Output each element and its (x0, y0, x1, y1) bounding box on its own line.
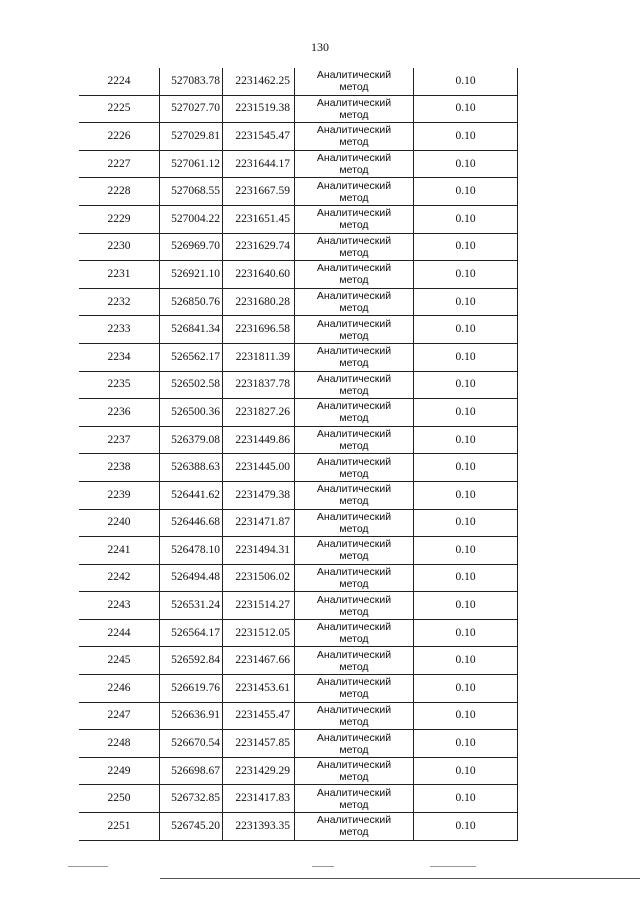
point-number-cell: 2237 (79, 426, 160, 454)
table-row (79, 564, 518, 592)
method-line-1: Аналитический (316, 124, 392, 137)
x-coordinate-cell: 526494.48 (160, 564, 223, 592)
table-row (79, 261, 518, 289)
accuracy-cell: 0.10 (414, 205, 518, 233)
x-coordinate-cell: 526592.84 (160, 647, 223, 675)
method-line-1: Аналитический (316, 759, 392, 772)
method-line-1: Аналитический (316, 372, 392, 385)
accuracy-cell: 0.10 (414, 564, 518, 592)
x-coordinate-cell: 526732.85 (160, 785, 223, 813)
method-line-1: Аналитический (316, 317, 392, 330)
method-line-2: метод (339, 302, 369, 315)
x-coordinate-cell: 527068.55 (160, 178, 223, 206)
accuracy-cell: 0.10 (414, 150, 518, 178)
x-coordinate-cell: 527027.70 (160, 95, 223, 123)
accuracy-cell: 0.10 (414, 426, 518, 454)
point-number-cell: 2228 (79, 178, 160, 206)
method-line-2: метод (339, 798, 369, 811)
table-row (79, 178, 518, 206)
point-number-cell: 2243 (79, 592, 160, 620)
y-coordinate-cell: 2231449.86 (223, 426, 295, 454)
y-coordinate-cell: 2231393.35 (223, 813, 295, 841)
accuracy-cell: 0.10 (414, 785, 518, 813)
table-row (79, 675, 518, 703)
x-coordinate-cell: 527004.22 (160, 205, 223, 233)
accuracy-cell: 0.10 (414, 178, 518, 206)
table-row (79, 95, 518, 123)
table-row (79, 702, 518, 730)
method-line-2: метод (339, 246, 369, 259)
y-coordinate-cell: 2231457.85 (223, 730, 295, 758)
point-number-cell: 2241 (79, 537, 160, 565)
point-number-cell: 2232 (79, 288, 160, 316)
table-row (79, 813, 518, 841)
point-number-cell: 2234 (79, 343, 160, 371)
table-row (79, 316, 518, 344)
x-coordinate-cell: 526670.54 (160, 730, 223, 758)
table-row (79, 619, 518, 647)
accuracy-cell: 0.10 (414, 730, 518, 758)
method-line-2: метод (339, 633, 369, 646)
x-coordinate-cell: 526446.68 (160, 509, 223, 537)
point-number-cell: 2250 (79, 785, 160, 813)
x-coordinate-cell: 526698.67 (160, 757, 223, 785)
method-cell (295, 454, 414, 482)
y-coordinate-cell: 2231644.17 (223, 150, 295, 178)
scan-speck (312, 866, 334, 867)
y-coordinate-cell: 2231479.38 (223, 481, 295, 509)
point-number-cell: 2245 (79, 647, 160, 675)
x-coordinate-cell: 527029.81 (160, 123, 223, 151)
x-coordinate-cell: 526478.10 (160, 537, 223, 565)
point-number-cell: 2242 (79, 564, 160, 592)
x-coordinate-cell: 526562.17 (160, 343, 223, 371)
y-coordinate-cell: 2231429.29 (223, 757, 295, 785)
method-line-1: Аналитический (316, 262, 392, 275)
method-line-1: Аналитический (316, 400, 392, 413)
method-cell (295, 647, 414, 675)
table-row (79, 426, 518, 454)
method-cell (295, 675, 414, 703)
method-line-1: Аналитический (316, 428, 392, 441)
method-cell (295, 399, 414, 427)
table-row (79, 68, 518, 95)
point-number-cell: 2249 (79, 757, 160, 785)
table-row (79, 481, 518, 509)
table-row (79, 730, 518, 758)
method-cell (295, 785, 414, 813)
x-coordinate-cell: 526619.76 (160, 675, 223, 703)
point-number-cell: 2230 (79, 233, 160, 261)
x-coordinate-cell: 526850.76 (160, 288, 223, 316)
accuracy-cell: 0.10 (414, 481, 518, 509)
y-coordinate-cell: 2231680.28 (223, 288, 295, 316)
table-row (79, 537, 518, 565)
accuracy-cell: 0.10 (414, 316, 518, 344)
method-line-1: Аналитический (316, 455, 392, 468)
point-number-cell: 2233 (79, 316, 160, 344)
method-line-1: Аналитический (316, 96, 392, 109)
method-line-2: метод (339, 522, 369, 535)
y-coordinate-cell: 2231453.61 (223, 675, 295, 703)
method-cell (295, 68, 414, 95)
table-row (79, 592, 518, 620)
method-cell (295, 813, 414, 841)
point-number-cell: 2248 (79, 730, 160, 758)
y-coordinate-cell: 2231837.78 (223, 371, 295, 399)
accuracy-cell: 0.10 (414, 399, 518, 427)
x-coordinate-cell: 526502.58 (160, 371, 223, 399)
accuracy-cell: 0.10 (414, 702, 518, 730)
method-line-2: метод (339, 495, 369, 508)
method-line-2: метод (339, 136, 369, 149)
x-coordinate-cell: 526379.08 (160, 426, 223, 454)
accuracy-cell: 0.10 (414, 813, 518, 841)
y-coordinate-cell: 2231667.59 (223, 178, 295, 206)
method-cell (295, 730, 414, 758)
method-line-1: Аналитический (316, 207, 392, 220)
method-line-1: Аналитический (316, 290, 392, 303)
x-coordinate-cell: 526841.34 (160, 316, 223, 344)
method-line-2: метод (339, 384, 369, 397)
x-coordinate-cell: 527083.78 (160, 68, 223, 95)
y-coordinate-cell: 2231467.66 (223, 647, 295, 675)
y-coordinate-cell: 2231811.39 (223, 343, 295, 371)
method-line-1: Аналитический (316, 593, 392, 606)
y-coordinate-cell: 2231512.05 (223, 619, 295, 647)
y-coordinate-cell: 2231629.74 (223, 233, 295, 261)
method-cell (295, 261, 414, 289)
table-row (79, 647, 518, 675)
x-coordinate-cell: 526500.36 (160, 399, 223, 427)
method-cell (295, 150, 414, 178)
point-number-cell: 2238 (79, 454, 160, 482)
accuracy-cell: 0.10 (414, 68, 518, 95)
method-cell (295, 288, 414, 316)
method-line-1: Аналитический (316, 179, 392, 192)
table-row (79, 399, 518, 427)
point-number-cell: 2231 (79, 261, 160, 289)
method-line-2: метод (339, 81, 369, 94)
y-coordinate-cell: 2231494.31 (223, 537, 295, 565)
x-coordinate-cell: 526921.10 (160, 261, 223, 289)
y-coordinate-cell: 2231696.58 (223, 316, 295, 344)
method-line-2: метод (339, 412, 369, 425)
accuracy-cell: 0.10 (414, 647, 518, 675)
accuracy-cell: 0.10 (414, 619, 518, 647)
accuracy-cell: 0.10 (414, 371, 518, 399)
point-number-cell: 2240 (79, 509, 160, 537)
method-cell (295, 233, 414, 261)
method-line-1: Аналитический (316, 814, 392, 827)
table-row (79, 343, 518, 371)
accuracy-cell: 0.10 (414, 509, 518, 537)
method-cell (295, 481, 414, 509)
method-line-1: Аналитический (316, 648, 392, 661)
y-coordinate-cell: 2231519.38 (223, 95, 295, 123)
point-number-cell: 2226 (79, 123, 160, 151)
table-row (79, 757, 518, 785)
method-line-2: метод (339, 329, 369, 342)
x-coordinate-cell: 526441.62 (160, 481, 223, 509)
x-coordinate-cell: 526388.63 (160, 454, 223, 482)
y-coordinate-cell: 2231506.02 (223, 564, 295, 592)
x-coordinate-cell: 527061.12 (160, 150, 223, 178)
y-coordinate-cell: 2231445.00 (223, 454, 295, 482)
method-line-1: Аналитический (316, 731, 392, 744)
method-cell (295, 316, 414, 344)
point-number-cell: 2251 (79, 813, 160, 841)
point-number-cell: 2247 (79, 702, 160, 730)
y-coordinate-cell: 2231462.25 (223, 68, 295, 95)
point-number-cell: 2235 (79, 371, 160, 399)
accuracy-cell: 0.10 (414, 757, 518, 785)
method-line-2: метод (339, 577, 369, 590)
accuracy-cell: 0.10 (414, 454, 518, 482)
coordinates-table-body (79, 68, 518, 840)
y-coordinate-cell: 2231514.27 (223, 592, 295, 620)
method-line-2: метод (339, 550, 369, 563)
accuracy-cell: 0.10 (414, 95, 518, 123)
accuracy-cell: 0.10 (414, 123, 518, 151)
method-cell (295, 343, 414, 371)
method-line-2: метод (339, 108, 369, 121)
method-line-2: метод (339, 826, 369, 839)
method-line-1: Аналитический (316, 621, 392, 634)
point-number-cell: 2246 (79, 675, 160, 703)
point-number-cell: 2239 (79, 481, 160, 509)
method-cell (295, 178, 414, 206)
scan-speck (68, 866, 108, 867)
method-line-1: Аналитический (316, 786, 392, 799)
method-line-2: метод (339, 191, 369, 204)
page-number: 130 (311, 40, 329, 54)
method-line-2: метод (339, 164, 369, 177)
point-number-cell: 2227 (79, 150, 160, 178)
page-bottom-rule (160, 878, 640, 879)
method-cell (295, 371, 414, 399)
y-coordinate-cell: 2231455.47 (223, 702, 295, 730)
x-coordinate-cell: 526969.70 (160, 233, 223, 261)
method-cell (295, 95, 414, 123)
y-coordinate-cell: 2231640.60 (223, 261, 295, 289)
point-number-cell: 2229 (79, 205, 160, 233)
method-line-1: Аналитический (316, 676, 392, 689)
point-number-cell: 2225 (79, 95, 160, 123)
x-coordinate-cell: 526564.17 (160, 619, 223, 647)
x-coordinate-cell: 526636.91 (160, 702, 223, 730)
method-line-1: Аналитический (316, 565, 392, 578)
method-line-2: метод (339, 605, 369, 618)
method-line-2: метод (339, 357, 369, 370)
method-line-2: метод (339, 440, 369, 453)
point-number-cell: 2236 (79, 399, 160, 427)
method-cell (295, 619, 414, 647)
accuracy-cell: 0.10 (414, 261, 518, 289)
y-coordinate-cell: 2231471.87 (223, 509, 295, 537)
coordinates-table (79, 68, 518, 841)
table-row (79, 509, 518, 537)
method-line-1: Аналитический (316, 703, 392, 716)
table-row (79, 371, 518, 399)
y-coordinate-cell: 2231827.26 (223, 399, 295, 427)
method-line-2: метод (339, 467, 369, 480)
accuracy-cell: 0.10 (414, 592, 518, 620)
accuracy-cell: 0.10 (414, 675, 518, 703)
y-coordinate-cell: 2231651.45 (223, 205, 295, 233)
point-number-cell: 2224 (79, 68, 160, 95)
method-cell (295, 537, 414, 565)
method-cell (295, 123, 414, 151)
method-line-2: метод (339, 274, 369, 287)
method-line-2: метод (339, 660, 369, 673)
method-line-2: метод (339, 771, 369, 784)
method-line-1: Аналитический (316, 510, 392, 523)
table-row (79, 205, 518, 233)
method-cell (295, 426, 414, 454)
method-cell (295, 592, 414, 620)
method-cell (295, 757, 414, 785)
table-row (79, 150, 518, 178)
method-cell (295, 702, 414, 730)
accuracy-cell: 0.10 (414, 537, 518, 565)
table-row (79, 454, 518, 482)
method-line-1: Аналитический (316, 152, 392, 165)
method-line-2: метод (339, 688, 369, 701)
method-line-2: метод (339, 219, 369, 232)
y-coordinate-cell: 2231417.83 (223, 785, 295, 813)
method-line-2: метод (339, 715, 369, 728)
point-number-cell: 2244 (79, 619, 160, 647)
table-row (79, 288, 518, 316)
table-row (79, 233, 518, 261)
method-line-1: Аналитический (316, 69, 392, 82)
accuracy-cell: 0.10 (414, 233, 518, 261)
y-coordinate-cell: 2231545.47 (223, 123, 295, 151)
method-line-1: Аналитический (316, 483, 392, 496)
scan-speck (430, 866, 476, 867)
accuracy-cell: 0.10 (414, 288, 518, 316)
method-cell (295, 564, 414, 592)
method-cell (295, 509, 414, 537)
method-line-1: Аналитический (316, 345, 392, 358)
x-coordinate-cell: 526745.20 (160, 813, 223, 841)
method-line-1: Аналитический (316, 538, 392, 551)
accuracy-cell: 0.10 (414, 343, 518, 371)
x-coordinate-cell: 526531.24 (160, 592, 223, 620)
method-cell (295, 205, 414, 233)
table-row (79, 123, 518, 151)
method-line-1: Аналитический (316, 234, 392, 247)
table-row (79, 785, 518, 813)
method-line-2: метод (339, 743, 369, 756)
